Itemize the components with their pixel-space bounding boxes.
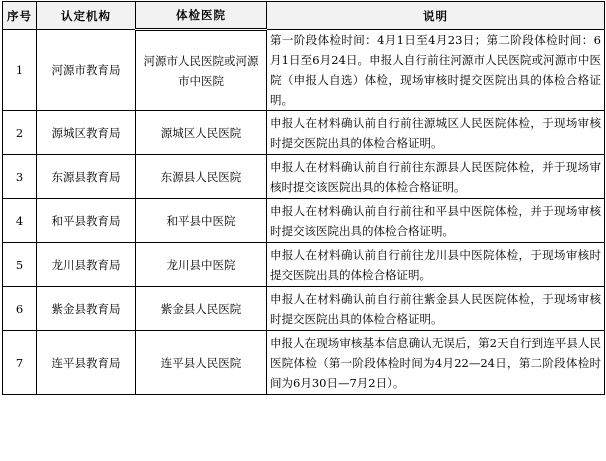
hospital-table [2, 1, 605, 395]
row-desc: 申报人在现场审核基本信息确认无误后，第2天自行到连平县人民医院体检（第一阶段体检时间为4月22—24日，第二阶段体检时间为6月30日—7月2日）。 [267, 331, 605, 395]
header-num: 序号 [3, 2, 37, 30]
row-desc: 申报人在材料确认前自行前往龙川县中医院体检，于现场审核时提交医院出具的体检合格证明。 [267, 243, 605, 287]
row-org: 东源县教育局 [37, 155, 136, 199]
header-org: 认定机构 [37, 2, 136, 30]
row-desc: 申报人在材料确认前自行前往和平县中医院体检，并于现场审核时提交该医院出具的体检合格证明。 [267, 199, 605, 243]
row-org: 连平县教育局 [37, 331, 136, 395]
table-row [3, 155, 605, 199]
header-hospital: 体检医院 [136, 2, 267, 30]
row-org: 和平县教育局 [37, 199, 136, 243]
row-hospital: 和平县中医院 [136, 199, 267, 243]
row-hospital: 源城区人民医院 [136, 111, 267, 155]
header-desc: 说明 [267, 2, 605, 30]
table-row [3, 243, 605, 287]
table-row [3, 331, 605, 395]
row-hospital: 河源市人民医院或河源市中医院 [136, 30, 267, 111]
row-num: 4 [3, 199, 37, 243]
row-desc: 申报人在材料确认前自行前往源城区人民医院体检，于现场审核时提交医院出具的体检合格证明。 [267, 111, 605, 155]
row-hospital: 龙川县中医院 [136, 243, 267, 287]
row-hospital: 东源县人民医院 [136, 155, 267, 199]
row-org: 源城区教育局 [37, 111, 136, 155]
row-hospital: 连平县人民医院 [136, 331, 267, 395]
table-row [3, 30, 605, 111]
row-num: 6 [3, 287, 37, 331]
row-hospital: 紫金县人民医院 [136, 287, 267, 331]
row-num: 5 [3, 243, 37, 287]
row-desc: 申报人在材料确认前自行前往东源县人民医院体检，并于现场审核时提交该医院出具的体检合格证明。 [267, 155, 605, 199]
table-row [3, 199, 605, 243]
row-desc: 第一阶段体检时间：4月1日至4月23日；第二阶段体检时间：6月1日至6月24日。申报人自行前往河源市人民医院或河源市中医院（申报人自选）体检，现场审核时提交医院出具的体检合格证明。 [267, 30, 605, 111]
row-num: 2 [3, 111, 37, 155]
table-row [3, 111, 605, 155]
row-num: 1 [3, 30, 37, 111]
table-header-row [3, 2, 605, 30]
row-num: 3 [3, 155, 37, 199]
row-num: 7 [3, 331, 37, 395]
row-org: 龙川县教育局 [37, 243, 136, 287]
row-desc: 申报人在材料确认前自行前往紫金县人民医院体检，于现场审核时提交医院出具的体检合格证明。 [267, 287, 605, 331]
row-org: 紫金县教育局 [37, 287, 136, 331]
table-row [3, 287, 605, 331]
row-org: 河源市教育局 [37, 30, 136, 111]
